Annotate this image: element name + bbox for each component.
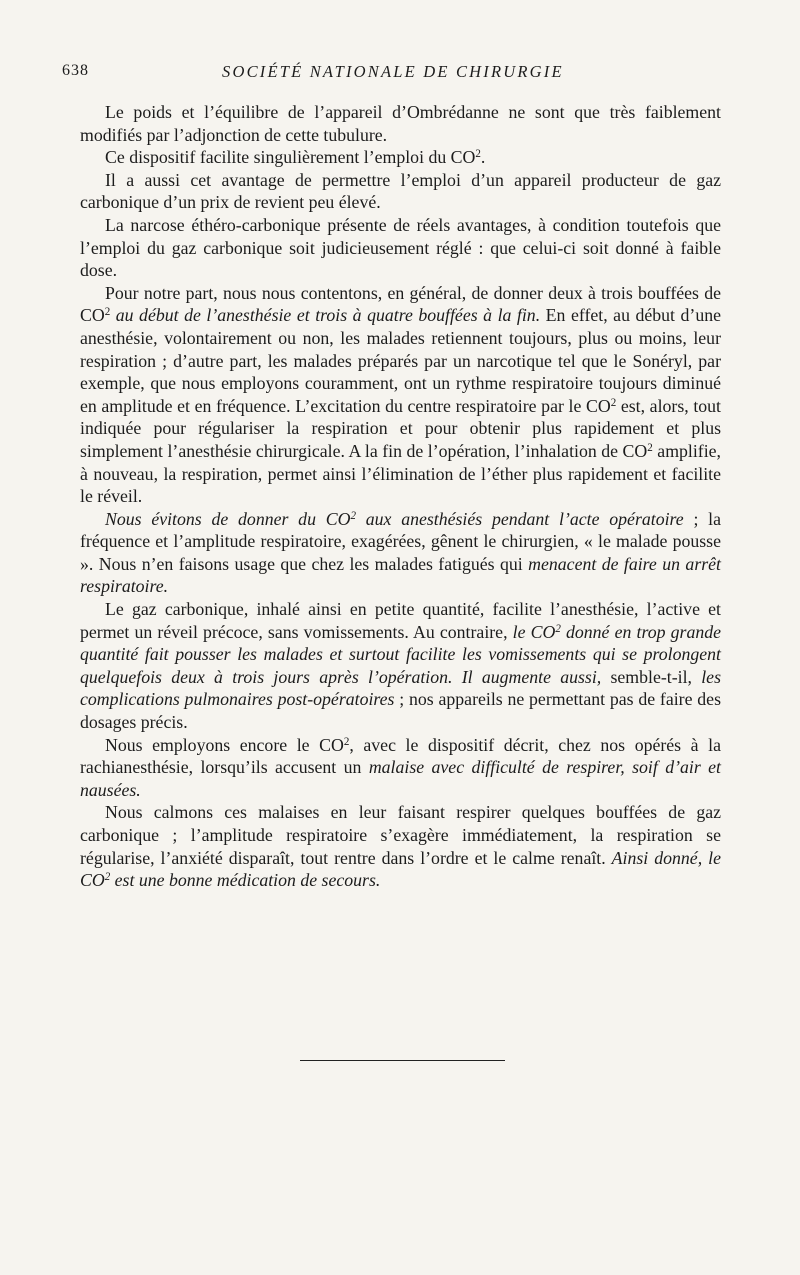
- text-run: 2: [555, 622, 561, 635]
- text-run: Il a aussi cet avantage de permettre l’emploi d’un appareil producteur de gaz carbonique d’un prix de revient peu élevé.: [80, 169, 721, 213]
- text-run: .: [480, 147, 486, 168]
- text-run: est, alors, tout indiquée pour régulariser la respiration et pour obtenir plus rapidement et plus simplement l’anesthésie chirurgicale. A la fin de l’opération, l’inhalation de CO: [80, 395, 721, 461]
- running-title: SOCIÉTÉ NATIONALE DE CHIRURGIE: [222, 62, 564, 81]
- text-run: Nous employons encore le CO: [105, 734, 344, 755]
- text-run: 2: [647, 441, 653, 454]
- text-run: 2: [610, 396, 617, 409]
- text-run: 2: [104, 306, 111, 319]
- text-run: , avec le dispositif décrit, chez nos opérés à la rachianesthésie, lorsqu’ils accusent un: [80, 734, 721, 778]
- paragraph: [80, 101, 721, 146]
- text-run: malaise avec difficulté de respirer, soif d’air et nausées.: [80, 757, 721, 800]
- text-run: Ainsi donné, le CO: [80, 847, 721, 891]
- paragraph: [80, 214, 721, 282]
- text-run: semble-t-il,: [601, 666, 702, 687]
- text-run: 2: [475, 148, 481, 161]
- text-run: 2: [350, 509, 356, 522]
- paragraph: [80, 282, 721, 508]
- text-run: La narcose éthéro-carbonique présente de réels avantages, à condition toutefois que l’emploi du gaz carbonique soit judicieusement réglé : que celui-ci soit donné à faible dose.: [80, 214, 721, 281]
- text-run: Nous évitons de donner du CO: [105, 508, 351, 529]
- paragraph: [80, 508, 721, 598]
- text-run: Ce dispositif facilite singulièrement l’emploi du CO: [105, 147, 476, 168]
- paragraph: [80, 598, 721, 734]
- text-run: menacent de faire un arrêt respiratoire.: [80, 553, 721, 597]
- body-text: [80, 101, 721, 892]
- paragraph: [80, 169, 721, 214]
- paragraph: [80, 734, 721, 802]
- text-run: En effet, au début d’une anesthésie, volontairement ou non, les malades retiennent toujours, plus ou moins, leur respiration ; d’autre part, les malades préparés par un narcotique tel que le Sonéryl, par exemple, que nous employons couramment, ont un rythme respiratoire toujours diminué en amplitude et en fréquence. L’excitation du centre respiratoire par le CO: [80, 305, 721, 416]
- text-run: Le poids et l’équilibre de l’appareil d’Ombrédanne ne sont que très faiblement modifiés par l’adjonction de cette tubulure.: [80, 102, 721, 145]
- text-run: donné en trop grande quantité fait pousser les malades et surtout facilite les vomissements qui se prolongent quelquefois deux à trois jours après l’opération. Il augmente aussi,: [80, 621, 722, 687]
- text-run: le CO: [512, 621, 556, 642]
- text-run: ; la fréquence et l’amplitude respiratoire, exagérées, gênent le chirurgien, « le malade pousse ». Nous n’en faisons usage que chez les malades fatigués qui: [80, 508, 722, 574]
- paragraph: [80, 801, 721, 891]
- text-run: Nous calmons ces malaises en leur faisant respirer quelques bouffées de gaz carbonique ; l’amplitude respiratoire s’exagère immédiatement, la respiration se régularise, l’anxiété disparaît, tout rentre dans l’ordre et le calme renaît.: [80, 802, 721, 868]
- text-run: est une bonne médication de secours.: [110, 870, 381, 891]
- page-number: 638: [62, 62, 89, 79]
- text-run: Le gaz carbonique, inhalé ainsi en petite quantité, facilite l’anesthésie, l’active et permet un réveil précoce, sans vomissements. Au contraire,: [80, 599, 721, 642]
- text-run: amplifie, à nouveau, la respiration, permet ainsi l’élimination de l’éther plus rapidement et facilite le réveil.: [80, 440, 721, 507]
- text-run: les complications pulmonaires post-opératoires: [80, 666, 721, 710]
- text-run: au début de l’anesthésie et trois à quatre bouffées à la fin.: [115, 305, 541, 326]
- text-run: 2: [343, 735, 350, 748]
- paragraph: [80, 146, 721, 169]
- text-run: aux anesthésiés pendant l’acte opératoire: [355, 508, 684, 529]
- text-run: ; nos appareils ne permettant pas de faire des dosages précis.: [80, 689, 721, 733]
- text-run: Pour notre part, nous nous contentons, en général, de donner deux à trois bouffées de CO: [80, 282, 721, 326]
- text-run: 2: [104, 871, 111, 884]
- page-header: [62, 62, 720, 86]
- section-divider: [300, 1060, 505, 1061]
